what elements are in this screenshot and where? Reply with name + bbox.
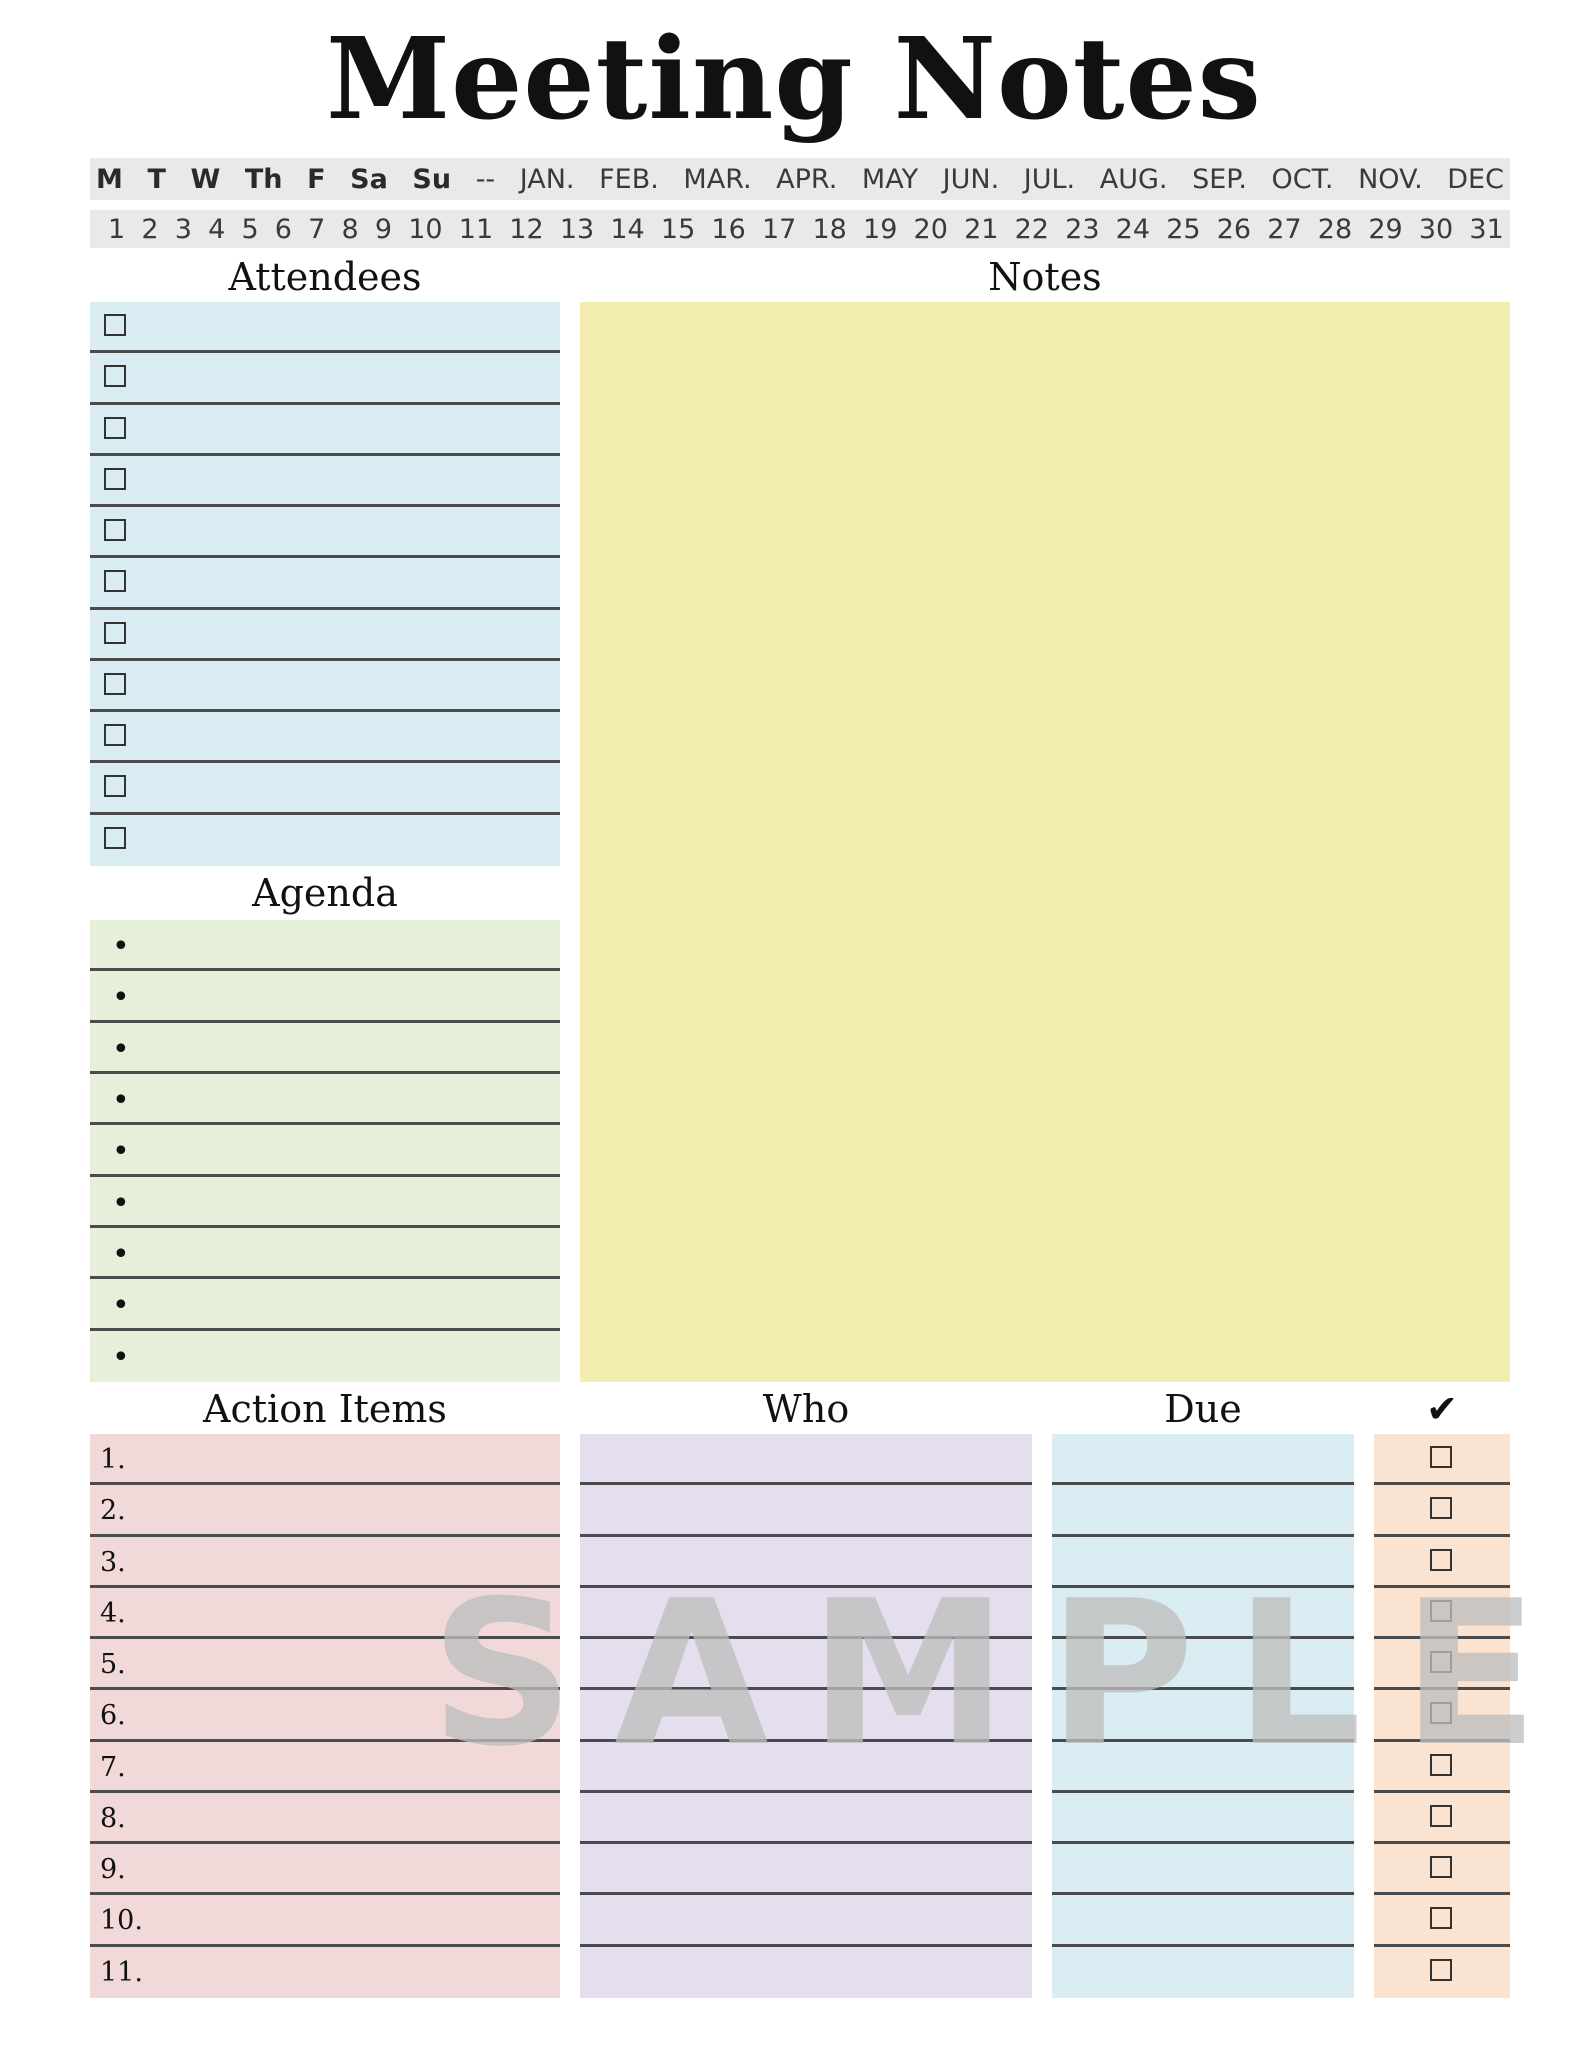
date-23[interactable]: 23 — [1065, 213, 1100, 245]
who-row[interactable] — [580, 1537, 1032, 1588]
done-panel — [1374, 1434, 1510, 1998]
date-9[interactable]: 9 — [374, 213, 393, 245]
done-row[interactable] — [1374, 1690, 1510, 1741]
done-check-icon: ✔ — [1426, 1387, 1458, 1431]
month-5[interactable]: MAY — [861, 163, 919, 195]
action-item-number: 5. — [100, 1649, 126, 1681]
date-19[interactable]: 19 — [863, 213, 898, 245]
checkbox[interactable] — [104, 673, 126, 695]
action-item-number: 10. — [100, 1905, 143, 1937]
checkbox[interactable] — [104, 417, 126, 439]
who-row[interactable] — [580, 1844, 1032, 1895]
who-row[interactable] — [580, 1588, 1032, 1639]
action-item-number: 1. — [100, 1444, 126, 1475]
agenda-row[interactable] — [90, 1074, 560, 1125]
due-row[interactable] — [1052, 1485, 1354, 1536]
attendee-row[interactable] — [90, 353, 560, 404]
checkbox[interactable] — [104, 827, 126, 849]
action-item-row[interactable] — [90, 1793, 560, 1844]
page-title: Meeting Notes — [326, 14, 1262, 145]
date-12[interactable]: 12 — [509, 213, 544, 245]
bullet-icon: • — [112, 1185, 130, 1221]
due-row[interactable] — [1052, 1895, 1354, 1946]
bullet-icon: • — [112, 1134, 130, 1170]
bullet-icon: • — [112, 980, 130, 1016]
attendee-row[interactable] — [90, 661, 560, 712]
sample-watermark: SAMPLE — [430, 1558, 1579, 1791]
checkbox[interactable] — [1430, 1907, 1452, 1929]
checkbox[interactable] — [104, 365, 126, 387]
action-item-row[interactable] — [90, 1639, 560, 1690]
action-item-row[interactable] — [90, 1434, 560, 1485]
strip-separator: -- — [475, 163, 496, 195]
action-item-row[interactable] — [90, 1690, 560, 1741]
checkbox[interactable] — [1430, 1549, 1452, 1571]
attendee-row[interactable] — [90, 558, 560, 609]
month-1[interactable]: JAN. — [519, 163, 575, 195]
checkbox[interactable] — [1430, 1446, 1452, 1468]
done-row[interactable] — [1374, 1895, 1510, 1946]
checkbox[interactable] — [1430, 1959, 1452, 1981]
date-6[interactable]: 6 — [274, 213, 292, 245]
done-row[interactable] — [1374, 1639, 1510, 1690]
notes-area[interactable] — [580, 302, 1510, 1382]
date-7[interactable]: 7 — [308, 213, 326, 245]
due-row[interactable] — [1052, 1742, 1354, 1793]
date-8[interactable]: 8 — [341, 213, 359, 245]
date-15[interactable]: 15 — [660, 213, 696, 245]
checkbox[interactable] — [1430, 1805, 1452, 1827]
due-label: Due — [1164, 1387, 1242, 1431]
date-29[interactable]: 29 — [1368, 213, 1403, 245]
weekday-m[interactable]: M — [96, 163, 123, 195]
done-row[interactable] — [1374, 1537, 1510, 1588]
action-item-number: 9. — [100, 1854, 126, 1886]
checkbox[interactable] — [104, 519, 126, 541]
agenda-row[interactable] — [90, 1331, 560, 1382]
bullet-icon: • — [112, 1288, 130, 1324]
date-5[interactable]: 5 — [241, 213, 259, 245]
action-item-number: 3. — [100, 1546, 126, 1578]
checkbox[interactable] — [104, 724, 126, 746]
due-row[interactable] — [1052, 1588, 1354, 1639]
date-24[interactable]: 24 — [1115, 213, 1151, 245]
month-3[interactable]: MAR. — [683, 163, 752, 195]
due-row[interactable] — [1052, 1537, 1354, 1588]
bullet-icon: • — [112, 1031, 130, 1067]
day-month-strip — [90, 158, 1510, 200]
action-items-panel — [90, 1434, 560, 1998]
who-row[interactable] — [580, 1434, 1032, 1485]
weekday-su[interactable]: Su — [412, 163, 452, 195]
attendee-row[interactable] — [90, 712, 560, 763]
agenda-row[interactable] — [90, 1023, 560, 1074]
bullet-icon: • — [112, 1082, 130, 1118]
checkbox[interactable] — [104, 570, 126, 592]
checkbox[interactable] — [104, 314, 126, 336]
due-row[interactable] — [1052, 1434, 1354, 1485]
checkbox[interactable] — [1430, 1856, 1452, 1878]
month-8[interactable]: AUG. — [1099, 163, 1168, 195]
action-items-label: Action Items — [203, 1387, 447, 1431]
who-row[interactable] — [580, 1639, 1032, 1690]
month-4[interactable]: APR. — [776, 163, 838, 195]
action-item-row[interactable] — [90, 1588, 560, 1639]
attendees-panel — [90, 302, 560, 866]
weekday-f[interactable]: F — [307, 163, 326, 195]
bullet-icon: • — [112, 929, 130, 964]
action-item-row[interactable] — [90, 1844, 560, 1895]
action-item-number: 11. — [100, 1956, 143, 1988]
weekday-w[interactable]: W — [190, 163, 221, 195]
date-16[interactable]: 16 — [711, 213, 746, 245]
done-row[interactable] — [1374, 1485, 1510, 1536]
month-11[interactable]: NOV. — [1358, 163, 1423, 195]
done-row[interactable] — [1374, 1844, 1510, 1895]
notes-label: Notes — [988, 255, 1102, 299]
who-row[interactable] — [580, 1947, 1032, 1998]
weekday-th[interactable]: Th — [244, 163, 283, 195]
date-21[interactable]: 21 — [964, 213, 999, 245]
attendee-row[interactable] — [90, 815, 560, 866]
checkbox[interactable] — [1430, 1497, 1452, 1519]
attendee-row[interactable] — [90, 405, 560, 456]
due-panel — [1052, 1434, 1354, 1998]
due-row[interactable] — [1052, 1844, 1354, 1895]
action-item-row[interactable] — [90, 1537, 560, 1588]
date-10[interactable]: 10 — [408, 213, 443, 245]
agenda-row[interactable] — [90, 1177, 560, 1228]
who-row[interactable] — [580, 1793, 1032, 1844]
who-row[interactable] — [580, 1485, 1032, 1536]
action-item-number: 2. — [100, 1495, 126, 1527]
done-row[interactable] — [1374, 1947, 1510, 1998]
agenda-panel — [90, 920, 560, 1382]
agenda-row[interactable] — [90, 1279, 560, 1330]
due-row[interactable] — [1052, 1639, 1354, 1690]
month-2[interactable]: FEB. — [599, 163, 659, 195]
attendee-row[interactable] — [90, 763, 560, 814]
action-item-number: 6. — [100, 1700, 126, 1732]
checkbox[interactable] — [104, 622, 126, 644]
agenda-row[interactable] — [90, 1125, 560, 1176]
date-13[interactable]: 13 — [559, 213, 595, 245]
date-11[interactable]: 11 — [458, 213, 494, 245]
date-22[interactable]: 22 — [1014, 213, 1049, 245]
date-2[interactable]: 2 — [141, 213, 159, 245]
date-strip — [90, 210, 1510, 248]
done-row[interactable] — [1374, 1793, 1510, 1844]
date-1[interactable]: 1 — [108, 213, 126, 245]
date-17[interactable]: 17 — [761, 213, 797, 245]
agenda-row[interactable] — [90, 920, 560, 971]
done-row[interactable] — [1374, 1742, 1510, 1793]
agenda-row[interactable] — [90, 1228, 560, 1279]
weekday-sa[interactable]: Sa — [350, 163, 388, 195]
month-7[interactable]: JUL. — [1023, 163, 1076, 195]
attendee-row[interactable] — [90, 507, 560, 558]
checkbox[interactable] — [104, 775, 126, 797]
date-3[interactable]: 3 — [174, 213, 192, 245]
done-row[interactable] — [1374, 1588, 1510, 1639]
who-row[interactable] — [580, 1690, 1032, 1741]
date-4[interactable]: 4 — [208, 213, 226, 245]
date-14[interactable]: 14 — [610, 213, 645, 245]
month-9[interactable]: SEP. — [1192, 163, 1247, 195]
attendee-row[interactable] — [90, 456, 560, 507]
done-row[interactable] — [1374, 1434, 1510, 1485]
attendees-label: Attendees — [228, 255, 422, 299]
bullet-icon: • — [112, 1339, 130, 1375]
attendee-row[interactable] — [90, 610, 560, 661]
checkbox[interactable] — [104, 468, 126, 490]
date-30[interactable]: 30 — [1418, 213, 1454, 245]
action-item-row[interactable] — [90, 1742, 560, 1793]
who-label: Who — [762, 1387, 850, 1431]
checkbox[interactable] — [1430, 1702, 1452, 1724]
date-31[interactable]: 31 — [1469, 213, 1504, 245]
checkbox[interactable] — [1430, 1754, 1452, 1776]
date-20[interactable]: 20 — [913, 213, 948, 245]
who-panel — [580, 1434, 1032, 1998]
action-item-number: 8. — [100, 1802, 126, 1834]
checkbox[interactable] — [1430, 1651, 1452, 1673]
month-6[interactable]: JUN. — [942, 163, 1000, 195]
who-row[interactable] — [580, 1742, 1032, 1793]
date-28[interactable]: 28 — [1317, 213, 1353, 245]
attendee-row[interactable] — [90, 302, 560, 353]
weekday-t[interactable]: T — [147, 163, 166, 195]
month-12[interactable]: DEC — [1447, 163, 1504, 195]
action-item-row[interactable] — [90, 1485, 560, 1536]
action-item-number: 7. — [100, 1751, 126, 1783]
action-item-row[interactable] — [90, 1947, 560, 1998]
action-item-number: 4. — [100, 1597, 126, 1629]
action-item-row[interactable] — [90, 1895, 560, 1946]
bullet-icon: • — [112, 1236, 130, 1272]
date-25[interactable]: 25 — [1166, 213, 1201, 245]
due-row[interactable] — [1052, 1793, 1354, 1844]
checkbox[interactable] — [1430, 1600, 1452, 1622]
date-27[interactable]: 27 — [1267, 213, 1302, 245]
date-18[interactable]: 18 — [812, 213, 847, 245]
agenda-row[interactable] — [90, 971, 560, 1022]
due-row[interactable] — [1052, 1690, 1354, 1741]
month-10[interactable]: OCT. — [1271, 163, 1334, 195]
due-row[interactable] — [1052, 1947, 1354, 1998]
who-row[interactable] — [580, 1895, 1032, 1946]
date-26[interactable]: 26 — [1216, 213, 1252, 245]
agenda-label: Agenda — [252, 871, 398, 915]
